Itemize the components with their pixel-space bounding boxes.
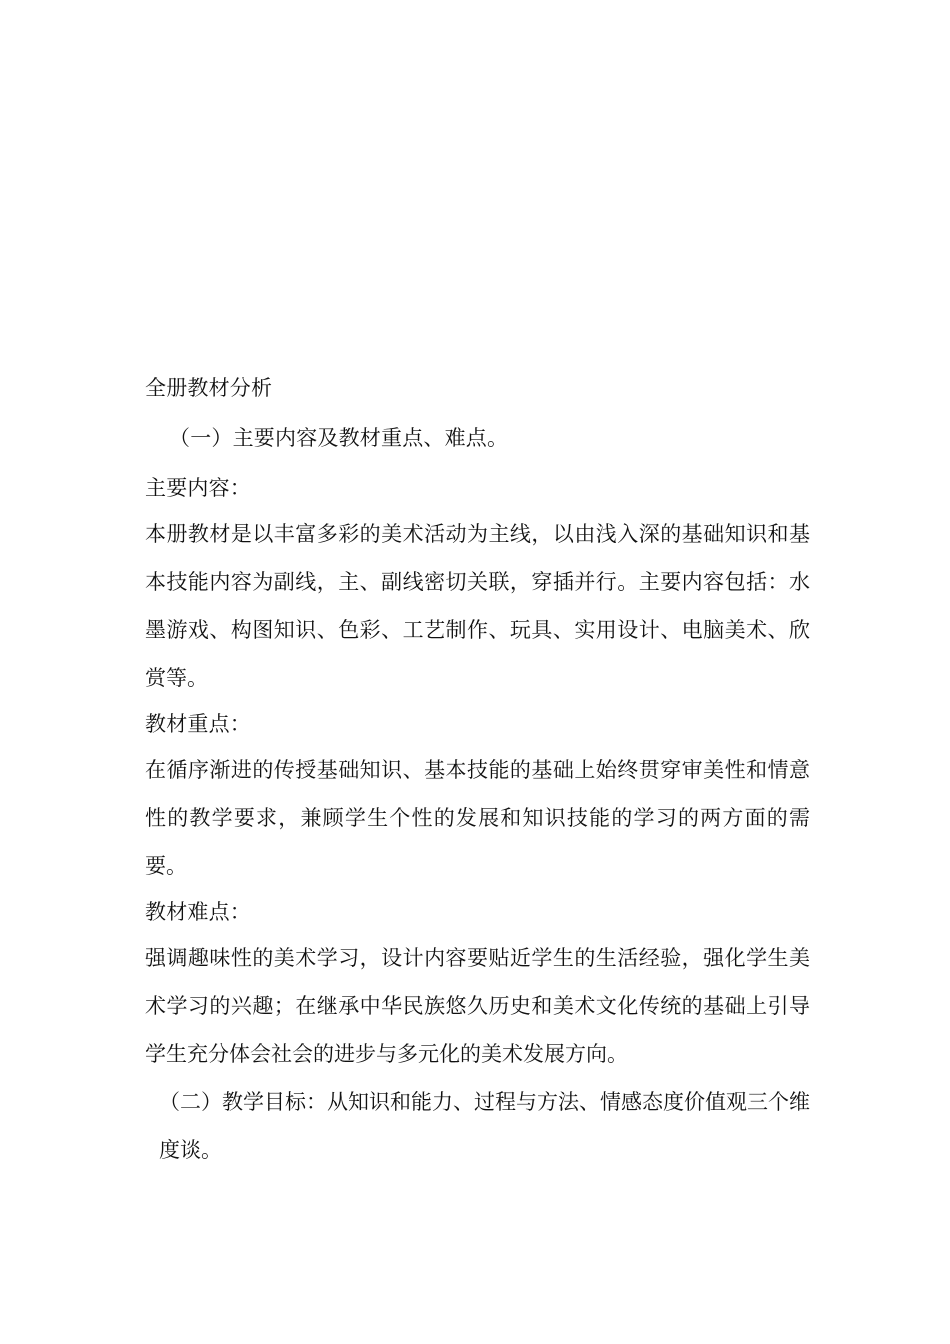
document-body	[145, 366, 810, 1174]
difficulty-label: 教材难点：	[145, 900, 251, 924]
main-content-label: 主要内容：	[145, 476, 251, 500]
focus-paragraph: 在循序渐进的传授基础知识、基本技能的基础上始终贯穿审美性和情意性的教学要求，兼顾学生个性的发展和知识技能的学习的两方面的需要。	[145, 758, 810, 878]
main-content-paragraph: 本册教材是以丰富多彩的美术活动为主线，以由浅入深的基础知识和基本技能内容为副线，主、副线密切关联，穿插并行。主要内容包括：水墨游戏、构图知识、色彩、工艺制作、玩具、实用设计、电脑美术、欣赏等。	[145, 522, 810, 690]
difficulty-paragraph: 强调趣味性的美术学习，设计内容要贴近学生的生活经验，强化学生美术学习的兴趣；在继承中华民族悠久历史和美术文化传统的基础上引导学生充分体会社会的进步与多元化的美术发展方向。	[145, 946, 810, 1066]
section-2-heading: （二）教学目标：从知识和能力、过程与方法、情感态度价值观三个维度谈。	[159, 1090, 810, 1162]
document-title: 全册教材分析	[145, 376, 273, 400]
focus-label: 教材重点：	[145, 712, 251, 736]
section-1-heading: （一）主要内容及教材重点、难点。	[169, 426, 509, 450]
